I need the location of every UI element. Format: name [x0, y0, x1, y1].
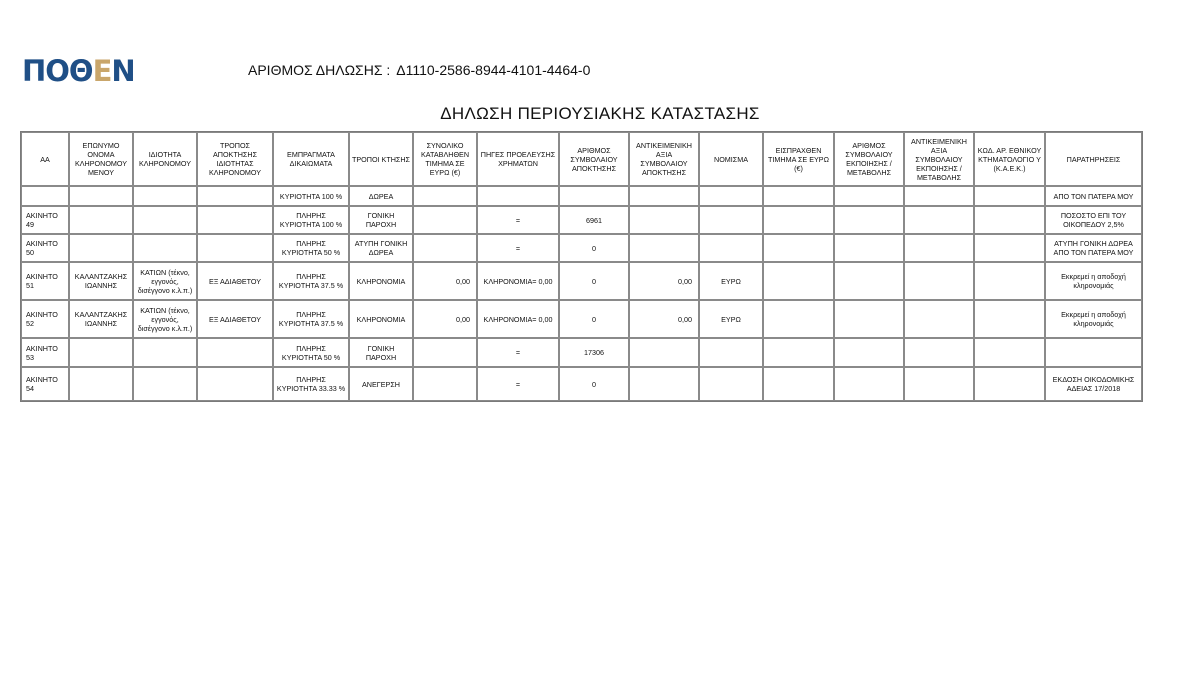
table-cell: ΚΥΡΙΟΤΗΤΑ 100 % — [273, 186, 349, 206]
table-cell — [699, 367, 763, 401]
table-row — [21, 234, 1142, 262]
column-header: ΑΝΤΙΚΕΙΜΕΝΙΚΗ ΑΞΙΑ ΣΥΜΒΟΛΑΙΟΥ ΕΚΠΟΙΗΣΗΣ / ΜΕΤΑΒΟΛΗΣ — [904, 132, 974, 186]
table-cell — [133, 186, 197, 206]
table-cell — [413, 206, 477, 234]
table-cell — [197, 234, 273, 262]
table-cell — [197, 367, 273, 401]
table-cell — [559, 186, 629, 206]
table-cell: ΠΟΣΟΣΤΟ ΕΠΙ ΤΟΥ ΟΙΚΟΠΕΔΟΥ 2,5% — [1045, 206, 1142, 234]
table-cell — [974, 338, 1045, 367]
table-cell — [904, 338, 974, 367]
table-cell — [69, 367, 133, 401]
assets-table — [20, 131, 1143, 402]
table-cell: ΚΛΗΡΟΝΟΜΙΑ — [349, 262, 413, 300]
table-cell: ΓΟΝΙΚΗ ΠΑΡΟΧΗ — [349, 206, 413, 234]
table-cell — [69, 234, 133, 262]
table-cell: ΑΠΟ ΤΟΝ ΠΑΤΕΡΑ ΜΟΥ — [1045, 186, 1142, 206]
table-cell — [904, 234, 974, 262]
table-cell: 6961 — [559, 206, 629, 234]
table-cell: ΚΑΛΑΝΤΖΑΚΗΣ ΙΩΑΝΝΗΣ — [69, 262, 133, 300]
table-cell: 17306 — [559, 338, 629, 367]
column-header: ΤΡΟΠΟΣ ΑΠΟΚΤΗΣΗΣ ΙΔΙΟΤΗΤΑΣ ΚΛΗΡΟΝΟΜΟΥ — [197, 132, 273, 186]
table-cell: = — [477, 206, 559, 234]
table-cell — [974, 234, 1045, 262]
brand-logo — [22, 54, 135, 88]
column-header: ΚΩΔ. ΑΡ. ΕΘΝΙΚΟΥ ΚΤΗΜΑΤΟΛΟΓΙΟ Υ (Κ.Α.Ε.Κ.) — [974, 132, 1045, 186]
column-header: ΑΝΤΙΚΕΙΜΕΝΙΚΗ ΑΞΙΑ ΣΥΜΒΟΛΑΙΟΥ ΑΠΟΚΤΗΣΗΣ — [629, 132, 699, 186]
table-row — [21, 338, 1142, 367]
table-cell — [974, 206, 1045, 234]
table-cell: ΕΚΔΟΣΗ ΟΙΚΟΔΟΜΙΚΗΣ ΑΔΕΙΑΣ 17/2018 — [1045, 367, 1142, 401]
column-header: ΕΠΩΝΥΜΟ ΟΝΟΜΑ ΚΛΗΡΟΝΟΜΟΥ ΜΕΝΟΥ — [69, 132, 133, 186]
table-cell — [834, 206, 904, 234]
logo-text-b: Ε — [92, 54, 112, 88]
table-cell: Εκκρεμεί η αποδοχή κληρονομιάς — [1045, 300, 1142, 338]
table-cell: ΑΚΙΝΗΤΟ 53 — [21, 338, 69, 367]
table-cell: ΚΛΗΡΟΝΟΜΙΑ= 0,00 — [477, 262, 559, 300]
table-cell: ΔΩΡΕΑ — [349, 186, 413, 206]
table-cell — [69, 338, 133, 367]
table-cell: ΓΟΝΙΚΗ ΠΑΡΟΧΗ — [349, 338, 413, 367]
table-cell — [763, 234, 834, 262]
table-row — [21, 367, 1142, 401]
table-cell — [629, 186, 699, 206]
table-cell: ΑΤΥΠΗ ΓΟΝΙΚΗ ΔΩΡΕΑ — [349, 234, 413, 262]
table-cell — [699, 206, 763, 234]
table-cell — [904, 186, 974, 206]
column-header: ΕΙΣΠΡΑΧΘΕΝ ΤΙΜΗΜΑ ΣΕ ΕΥΡΩ (€) — [763, 132, 834, 186]
table-cell: ΕΥΡΩ — [699, 262, 763, 300]
table-cell: ΠΛΗΡΗΣ ΚΥΡΙΟΤΗΤΑ 37.5 % — [273, 262, 349, 300]
table-row — [21, 300, 1142, 338]
table-cell: 0 — [559, 300, 629, 338]
table-cell: ΠΛΗΡΗΣ ΚΥΡΙΟΤΗΤΑ 100 % — [273, 206, 349, 234]
table-cell — [904, 300, 974, 338]
table-cell — [974, 367, 1045, 401]
table-cell — [629, 206, 699, 234]
table-cell — [629, 338, 699, 367]
table-cell — [763, 367, 834, 401]
table-cell — [904, 262, 974, 300]
table-cell — [834, 338, 904, 367]
table-cell — [21, 186, 69, 206]
table-cell: ΚΑΤΙΩΝ (τέκνο, εγγονός, δισέγγονο κ.λ.π.) — [133, 262, 197, 300]
declaration-number: Δ1110-2586-8944-4101-4464-0 — [396, 62, 591, 78]
table-cell — [834, 367, 904, 401]
column-header: ΠΑΡΑΤΗΡΗΣΕΙΣ — [1045, 132, 1142, 186]
table-row — [21, 262, 1142, 300]
table-cell: ΚΛΗΡΟΝΟΜΙΑ — [349, 300, 413, 338]
table-cell — [974, 186, 1045, 206]
table-cell — [699, 186, 763, 206]
table-cell — [629, 234, 699, 262]
table-cell: ΚΑΤΙΩΝ (τέκνο, εγγονός, δισέγγονο κ.λ.π.) — [133, 300, 197, 338]
table-cell: 0 — [559, 234, 629, 262]
table-cell: ΚΛΗΡΟΝΟΜΙΑ= 0,00 — [477, 300, 559, 338]
table-cell: ΑΚΙΝΗΤΟ 52 — [21, 300, 69, 338]
table-cell — [763, 262, 834, 300]
declaration-label: ΑΡΙΘΜΟΣ ΔΗΛΩΣΗΣ : — [248, 62, 391, 78]
table-cell: 0,00 — [413, 300, 477, 338]
table-cell — [629, 367, 699, 401]
table-cell — [197, 338, 273, 367]
table-cell: ΑΚΙΝΗΤΟ 54 — [21, 367, 69, 401]
column-header: ΑΡΙΘΜΟΣ ΣΥΜΒΟΛΑΙΟΥ ΕΚΠΟΙΗΣΗΣ /ΜΕΤΑΒΟΛΗΣ — [834, 132, 904, 186]
table-cell: ΑΤΥΠΗ ΓΟΝΙΚΗ ΔΩΡΕΑ ΑΠΟ ΤΟΝ ΠΑΤΕΡΑ ΜΟΥ — [1045, 234, 1142, 262]
table-cell: ΑΚΙΝΗΤΟ 49 — [21, 206, 69, 234]
logo-text-a: ΠΟΘ — [22, 54, 93, 88]
table-cell: ΠΛΗΡΗΣ ΚΥΡΙΟΤΗΤΑ 33.33 % — [273, 367, 349, 401]
table-cell — [834, 262, 904, 300]
table-cell — [699, 234, 763, 262]
table-cell: = — [477, 338, 559, 367]
table-cell — [699, 338, 763, 367]
table-cell: 0,00 — [629, 262, 699, 300]
column-header: ΠΗΓΕΣ ΠΡΟΕΛΕΥΣΗΣ ΧΡΗΜΑΤΩΝ — [477, 132, 559, 186]
table-cell — [197, 206, 273, 234]
table-header-row — [21, 132, 1142, 186]
table-cell — [834, 300, 904, 338]
table-cell: ΠΛΗΡΗΣ ΚΥΡΙΟΤΗΤΑ 50 % — [273, 234, 349, 262]
table-cell — [69, 206, 133, 234]
table-cell — [763, 338, 834, 367]
table-cell — [133, 206, 197, 234]
table-cell: ΑΝΕΓΕΡΣΗ — [349, 367, 413, 401]
table-cell: ΠΛΗΡΗΣ ΚΥΡΙΟΤΗΤΑ 50 % — [273, 338, 349, 367]
table-row — [21, 206, 1142, 234]
table-cell — [1045, 338, 1142, 367]
table-cell: ΕΞ ΑΔΙΑΘΕΤΟΥ — [197, 300, 273, 338]
table-cell: 0 — [559, 367, 629, 401]
column-header: ΝΟΜΙΣΜΑ — [699, 132, 763, 186]
table-cell — [133, 367, 197, 401]
table-cell — [834, 186, 904, 206]
table-cell — [904, 206, 974, 234]
table-cell — [763, 206, 834, 234]
table-cell: 0 — [559, 262, 629, 300]
table-cell — [133, 234, 197, 262]
table-cell — [974, 300, 1045, 338]
table-cell: Εκκρεμεί η αποδοχή κληρονομιάς — [1045, 262, 1142, 300]
column-header: ΑΑ — [21, 132, 69, 186]
logo-text-c: Ν — [111, 54, 135, 88]
table-cell — [763, 186, 834, 206]
table-cell — [477, 186, 559, 206]
table-cell — [413, 186, 477, 206]
table-cell — [413, 338, 477, 367]
table-cell — [904, 367, 974, 401]
table-cell: = — [477, 234, 559, 262]
table-cell: = — [477, 367, 559, 401]
table-cell — [834, 234, 904, 262]
table-row — [21, 186, 1142, 206]
table-cell — [763, 300, 834, 338]
table-cell: ΕΥΡΩ — [699, 300, 763, 338]
column-header: ΤΡΟΠΟΙ ΚΤΗΣΗΣ — [349, 132, 413, 186]
table-cell: ΕΞ ΑΔΙΑΘΕΤΟΥ — [197, 262, 273, 300]
column-header: ΑΡΙΘΜΟΣ ΣΥΜΒΟΛΑΙΟΥ ΑΠΟΚΤΗΣΗΣ — [559, 132, 629, 186]
column-header: ΙΔΙΟΤΗΤΑ ΚΛΗΡΟΝΟΜΟΥ — [133, 132, 197, 186]
table-cell — [69, 186, 133, 206]
column-header: ΕΜΠΡΑΓΜΑΤΑ ΔΙΚΑΙΩΜΑΤΑ — [273, 132, 349, 186]
table-cell: ΑΚΙΝΗΤΟ 50 — [21, 234, 69, 262]
table-cell — [413, 367, 477, 401]
table-cell: ΠΛΗΡΗΣ ΚΥΡΙΟΤΗΤΑ 37.5 % — [273, 300, 349, 338]
table-cell — [413, 234, 477, 262]
table-cell: 0,00 — [629, 300, 699, 338]
declaration-number-line — [248, 62, 590, 78]
table-cell: 0,00 — [413, 262, 477, 300]
table-cell — [974, 262, 1045, 300]
table-cell — [133, 338, 197, 367]
document-title: ΔΗΛΩΣΗ ΠΕΡΙΟΥΣΙΑΚΗΣ ΚΑΤΑΣΤΑΣΗΣ — [440, 104, 760, 123]
column-header: ΣΥΝΟΛΙΚΟ ΚΑΤΑΒΛΗΘΕΝ ΤΙΜΗΜΑ ΣΕ ΕΥΡΩ (€) — [413, 132, 477, 186]
table-cell: ΚΑΛΑΝΤΖΑΚΗΣ ΙΩΑΝΝΗΣ — [69, 300, 133, 338]
table-cell — [197, 186, 273, 206]
table-cell: ΑΚΙΝΗΤΟ 51 — [21, 262, 69, 300]
